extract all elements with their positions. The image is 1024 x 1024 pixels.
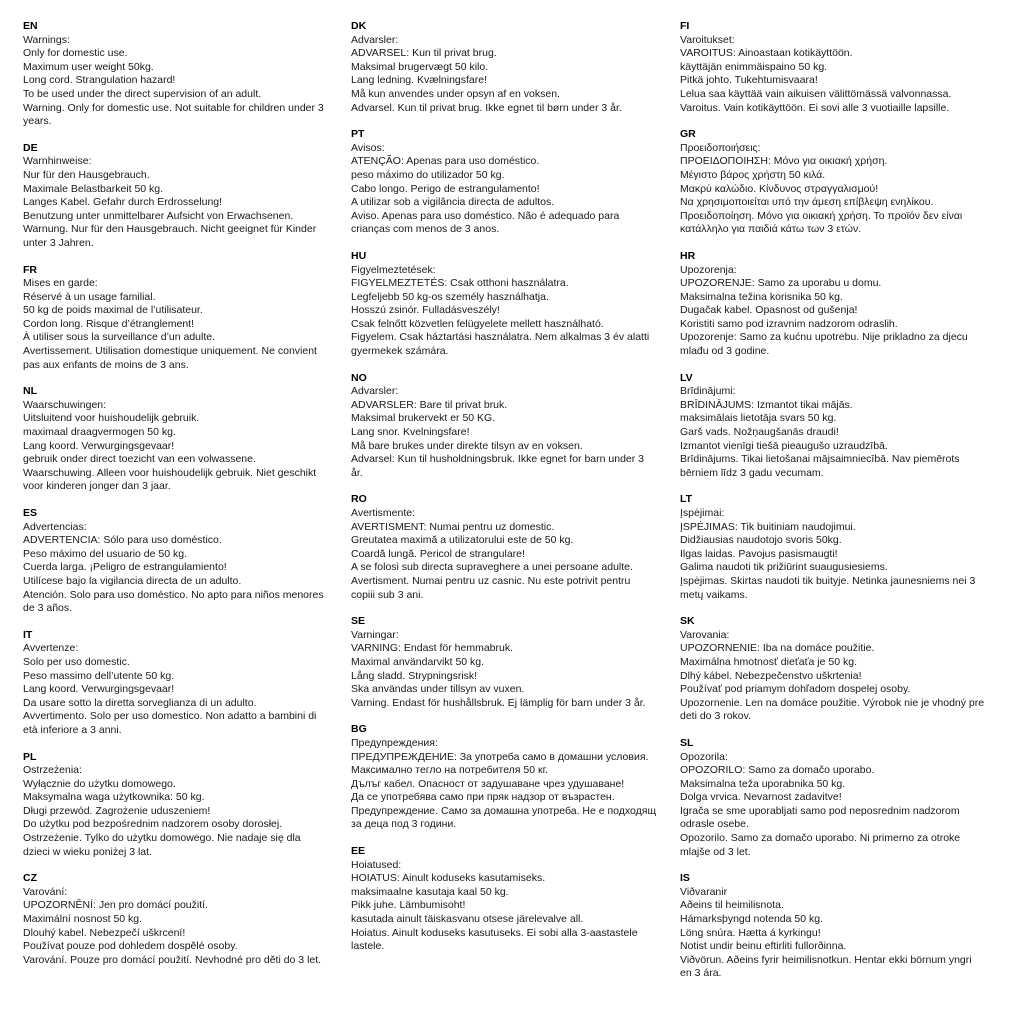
warning-line: Nur für den Hausgebrauch. <box>23 168 150 181</box>
warning-line: Długi przewód. Zagrożenie uduszeniem! <box>23 804 211 817</box>
warning-line: Csak felnőtt közvetlen felügyelete mellett használható. <box>351 317 604 330</box>
warning-line: Používať pod priamym dohľadom dospelej osoby. <box>680 683 911 696</box>
warning-line: Warning. Only for domestic use. Not suitable for children under 3 years. <box>23 101 324 128</box>
warning-line: Максимално тегло на потребителя 50 кг. <box>351 764 549 777</box>
section-title: Warnings: <box>23 33 70 46</box>
warning-line: Upozorenje: Samo za kućnu upotrebu. Nije prikladno za djecu mlađu od 3 godine. <box>680 331 968 358</box>
warning-line: Μέγιστο βάρος χρήστη 50 κιλά. <box>680 168 826 181</box>
section-title: Hoiatused: <box>351 858 402 871</box>
warning-line: OPOZORILO: Samo za domačo uporabo. <box>680 764 875 777</box>
warning-line: Maximal användarvikt 50 kg. <box>351 655 485 668</box>
warning-line: HOIATUS: Ainult koduseks kasutamiseks. <box>351 872 546 885</box>
warning-line: Benutzung unter unmittelbarer Aufsicht von Erwachsenen. <box>23 209 294 222</box>
warning-line: Avvertimento. Solo per uso domestico. Non adatto a bambini di età inferiore a 3 anni. <box>23 710 317 736</box>
warning-line: Maximální nosnost 50 kg. <box>23 913 143 926</box>
warning-line: Да се употребява само при пряк надзор от възрастен. <box>351 791 615 804</box>
warning-line: Pitkä johto. Tukehtumisvaara! <box>680 74 818 87</box>
warning-line: Maksymalna waga użytkownika: 50 kg. <box>23 791 205 804</box>
warning-line: Предупреждение. Само за домашна употреба. Не е подходящ за деца под 3 години. <box>351 804 657 831</box>
warning-line: Viðvörun. Aðeins fyrir heimilisnotkun. Hentar ekki börnum yngri en 3 ára. <box>680 953 972 980</box>
warning-section-fr <box>23 264 329 373</box>
warning-line: kasutada ainult täiskasvanu otsese järelevalve all. <box>351 913 584 926</box>
warning-section-de <box>23 142 329 251</box>
language-code: SE <box>351 615 366 628</box>
warning-line: Dolga vrvica. Nevarnost zadavitve! <box>680 791 842 804</box>
warning-line: Ska användas under tillsyn av vuxen. <box>351 683 525 696</box>
warning-line: Προειδοποίηση. Μόνο για οικιακή χρήση. Το προϊόν δεν είναι κατάλληλο για παιδιά κάτω των 3 ετών. <box>680 209 963 236</box>
warning-line: Waarschuwing. Alleen voor huishoudelijk gebruik. Niet geschikt voor kinderen jonger dan 3 jaar. <box>23 466 317 493</box>
warning-section-nl <box>23 385 329 494</box>
warning-line: Lång sladd. Strypningsrisk! <box>351 669 478 682</box>
warning-line: Advarsel. Kun til privat brug. Ikke egnet til børn under 3 år. <box>351 101 622 114</box>
language-code: FI <box>680 20 690 32</box>
section-title: Ostrzeżenia: <box>23 764 82 777</box>
warning-line: ПРЕДУПРЕЖДЕНИЕ: За употреба само в домашни условия. <box>351 750 649 763</box>
warning-section-gr <box>680 128 986 237</box>
warning-line: Didžiausias naudotojo svoris 50kg. <box>680 534 842 547</box>
section-title: Mises en garde: <box>23 277 98 290</box>
section-title: Advarsler: <box>351 385 399 398</box>
warning-section-en <box>23 20 329 129</box>
warning-line: BRĪDINĀJUMS: Izmantot tikai mājās. <box>680 398 853 411</box>
language-code: EN <box>23 20 38 32</box>
warning-line: Maximale Belastbarkeit 50 kg. <box>23 182 164 195</box>
warning-line: Igrača se sme uporabljati samo pod neposrednim nadzorom odrasle osebe. <box>680 804 960 831</box>
warning-line: Legfeljebb 50 kg-os személy használhatja. <box>351 290 549 303</box>
warning-line: Réservé à un usage familial. <box>23 290 156 303</box>
section-title: Avertismente: <box>351 507 415 519</box>
warning-line: Må bare brukes under direkte tilsyn av en voksen. <box>351 439 583 452</box>
warning-line: Μακρύ καλώδιο. Κίνδυνος στραγγαλισμού! <box>680 182 879 195</box>
section-title: Προειδοποιήσεις: <box>680 141 761 154</box>
section-title: Figyelmeztetések: <box>351 263 436 276</box>
warning-line: Notist undir beinu eftirliti fullorðinna. <box>680 940 847 953</box>
warning-line: Lang snor. Kvelningsfare! <box>351 426 470 439</box>
warning-line: Dugačak kabel. Opasnost od gušenja! <box>680 304 858 317</box>
warning-line: Advarsel: Kun til husholdningsbruk. Ikke egnet for barn under 3 år. <box>351 453 645 479</box>
warning-line: A se folosi sub directa supraveghere a unei persoane adulte. <box>351 561 633 574</box>
section-title: Varování: <box>23 885 68 898</box>
section-title: Įspėjimai: <box>680 507 725 519</box>
warning-line: Ilgas laidas. Pavojus pasismaugti! <box>680 547 838 560</box>
warning-line: Maksimalna teža uporabnika 50 kg. <box>680 777 846 790</box>
column-2 <box>351 20 657 967</box>
warning-line: Long cord. Strangulation hazard! <box>23 74 176 87</box>
warning-line: Cabo longo. Perigo de estrangulamento! <box>351 182 540 195</box>
warning-line: Dlhý kábel. Nebezpečenstvo uškrtenia! <box>680 669 862 682</box>
warning-section-bg <box>351 723 657 832</box>
warning-section-sk <box>680 615 986 724</box>
section-title: Advertencias: <box>23 520 87 533</box>
warning-line: Brīdinājums. Tikai lietošanai mājsaimniecībā. Nav piemērots bērniem līdz 3 gadu vecumam. <box>680 453 960 479</box>
warning-section-fi <box>680 20 986 115</box>
language-code: FR <box>23 263 37 276</box>
warning-line: peso máximo do utilizador 50 kg. <box>351 168 505 181</box>
language-code: DE <box>23 141 38 154</box>
language-code: EE <box>351 845 366 858</box>
warning-line: Utilícese bajo la vigilancia directa de un adulto. <box>23 574 242 587</box>
warning-section-hu <box>351 250 657 359</box>
warning-line: Må kun anvendes under opsyn af en voksen. <box>351 87 560 100</box>
warning-line: Įspėjimas. Skirtas naudoti tik buityje. Netinka jaunesniems nei 3 metų vaikams. <box>680 574 976 601</box>
section-title: Avvertenze: <box>23 642 79 655</box>
warning-line: Löng snúra. Hætta á kyrkingu! <box>680 926 821 939</box>
warning-line: maximaal draagvermogen 50 kg. <box>23 426 176 439</box>
warning-line: À utiliser sous la surveillance d’un adulte. <box>23 331 216 344</box>
warning-section-cz <box>23 872 329 967</box>
warning-line: FIGYELMEZTETÉS: Csak otthoni használatra. <box>351 277 569 290</box>
warning-section-sl <box>680 737 986 859</box>
warning-line: UPOZORNĚNÍ: Jen pro domácí použití. <box>23 899 208 912</box>
section-title: Viðvaranir <box>680 885 728 898</box>
language-code: BG <box>351 723 367 736</box>
warning-line: Izmantot vienīgi tiešā pieaugušo uzraudzībā. <box>680 439 888 452</box>
language-code: LV <box>680 371 693 384</box>
warning-line: Avertissement. Utilisation domestique uniquement. Ne convient pas aux enfants de moins de 3 ans. <box>23 345 317 371</box>
warning-line: Uitsluitend voor huishoudelijk gebruik. <box>23 412 200 425</box>
language-code: RO <box>351 493 367 506</box>
section-title: Waarschuwingen: <box>23 398 107 411</box>
section-title: Varningar: <box>351 628 399 641</box>
warning-line: Garš vads. Nožņaugšanās draudi! <box>680 426 839 439</box>
section-title: Предупреждения: <box>351 736 438 749</box>
warning-section-no <box>351 372 657 481</box>
warning-line: Atención. Solo para uso doméstico. No apto para niños menores de 3 años. <box>23 588 324 615</box>
language-code: PT <box>351 128 365 141</box>
language-code: NL <box>23 385 37 398</box>
warning-line: Langes Kabel. Gefahr durch Erdrosselung! <box>23 196 223 209</box>
language-code: IS <box>680 872 690 885</box>
language-code: CZ <box>23 872 37 885</box>
warning-line: Greutatea maximă a utilizatorului este de 50 kg. <box>351 534 574 547</box>
warning-line: Дълъг кабел. Опасност от задушаване чрез удушаване! <box>351 777 625 790</box>
warning-line: Varoitus. Vain kotikäyttöön. Ei sovi alle 3 vuotiaille lapsille. <box>680 101 950 114</box>
warning-line: AVERTISMENT: Numai pentru uz domestic. <box>351 520 555 533</box>
warning-line: Varování. Pouze pro domácí použití. Nevhodné pro děti do 3 let. <box>23 953 322 966</box>
section-title: Advarsler: <box>351 33 399 46</box>
warning-section-pl <box>23 751 329 860</box>
warning-line: Maksimalna težina korisnika 50 kg. <box>680 290 843 303</box>
warning-line: Avertisment. Numai pentru uz casnic. Nu este potrivit pentru copiii sub 3 ani. <box>351 574 631 601</box>
warning-line: ΠΡΟΕΙΔΟΠΟΙΗΣΗ: Μόνο για οικιακή χρήση. <box>680 155 888 168</box>
warning-section-ro <box>351 493 657 602</box>
warning-line: maksimālais lietotāja svars 50 kg. <box>680 412 837 425</box>
warning-line: käyttäjän enimmäispaino 50 kg. <box>680 60 828 73</box>
language-code: LT <box>680 493 693 506</box>
warning-section-is <box>680 872 986 981</box>
section-title: Brīdinājumi: <box>680 385 736 398</box>
warning-line: ADVARSLER: Bare til privat bruk. <box>351 398 508 411</box>
warning-line: ATENÇÃO: Apenas para uso doméstico. <box>351 155 540 168</box>
warning-line: Warnung. Nur für den Hausgebrauch. Nicht geeignet für Kinder unter 3 Jahren. <box>23 223 317 249</box>
warning-line: Coardă lungă. Pericol de strangulare! <box>351 547 525 560</box>
warning-section-pt <box>351 128 657 237</box>
language-code: ES <box>23 507 38 519</box>
section-title: Opozorila: <box>680 750 728 763</box>
warning-line: Upozornenie. Len na domáce použitie. Výrobok nie je vhodný pre deti do 3 rokov. <box>680 696 985 723</box>
warning-section-hr <box>680 250 986 359</box>
warning-line: Galima naudoti tik prižiūrint suaugusiesiems. <box>680 561 888 574</box>
warning-line: Lelua saa käyttää vain aikuisen välittömässä valvonnassa. <box>680 87 952 100</box>
language-code: PL <box>23 750 37 763</box>
language-code: NO <box>351 371 367 384</box>
section-title: Varovania: <box>680 628 730 641</box>
warning-section-se <box>351 615 657 710</box>
warning-line: Aðeins til heimilisnota. <box>680 899 784 912</box>
warning-line: Cuerda larga. ¡Peligro de estrangulamiento! <box>23 561 227 574</box>
warning-line: Wyłącznie do użytku domowego. <box>23 777 176 790</box>
warning-section-it <box>23 629 329 738</box>
warning-line: VAROITUS: Ainoastaan kotikäyttöön. <box>680 47 853 60</box>
warning-line: Hoiatus. Ainult koduseks kasutuseks. Ei sobi alla 3-aastastele lastele. <box>351 926 638 953</box>
column-3 <box>680 20 986 994</box>
warning-line: A utilizar sob a vigilância directa de adultos. <box>351 196 555 209</box>
warning-line: Lang koord. Verwurgingsgevaar! <box>23 439 175 452</box>
language-code: GR <box>680 128 696 141</box>
warning-line: Maksimal brukervekt er 50 KG. <box>351 412 496 425</box>
warning-section-es <box>23 507 329 616</box>
language-code: IT <box>23 628 33 641</box>
warning-line: Only for domestic use. <box>23 47 128 60</box>
section-title: Varoitukset: <box>680 33 735 46</box>
warning-line: Maksimal brugervægt 50 kilo. <box>351 60 489 73</box>
warning-line: gebruik onder direct toezicht van een volwassene. <box>23 453 256 466</box>
warning-line: VARNING: Endast för hemmabruk. <box>351 642 514 655</box>
column-1 <box>23 20 329 980</box>
warning-line: Ostrzeżenie. Tylko do użytku domowego. Nie nadaje się dla dzieci w wieku poniżej 3 lat. <box>23 832 301 858</box>
language-code: HR <box>680 249 696 262</box>
warning-line: Koristiti samo pod izravnim nadzorom odraslih. <box>680 317 898 330</box>
section-title: Upozorenja: <box>680 263 737 276</box>
warning-line: Aviso. Apenas para uso doméstico. Não é adequado para crianças com menos de 3 anos. <box>351 209 620 236</box>
language-code: HU <box>351 249 367 262</box>
warning-line: Να χρησιμοποιείται υπό την άμεση επίβλεψη ενηλίκου. <box>680 196 934 209</box>
warning-line: Dlouhý kabel. Nebezpečí uškrcení! <box>23 926 186 939</box>
warning-line: UPOZORNENIE: Iba na domáce použitie. <box>680 642 875 655</box>
warning-line: Lang ledning. Kvælningsfare! <box>351 74 488 87</box>
warning-line: Hosszú zsinór. Fulladásveszély! <box>351 304 500 317</box>
warning-section-lv <box>680 372 986 481</box>
warning-line: Hámarksþyngd notenda 50 kg. <box>680 913 824 926</box>
warning-line: ĮSPĖJIMAS: Tik buitiniam naudojimui. <box>680 520 856 533</box>
warning-line: ADVARSEL: Kun til privat brug. <box>351 47 497 60</box>
warning-line: ADVERTENCIA: Sólo para uso doméstico. <box>23 534 222 547</box>
warning-line: Peso máximo del usuario de 50 kg. <box>23 547 188 560</box>
warning-line: Da usare sotto la diretta sorveglianza di un adulto. <box>23 696 257 709</box>
warning-line: Solo per uso domestic. <box>23 655 130 668</box>
warning-line: Opozorilo. Samo za domačo uporabo. Ni primerno za otroke mlajše od 3 let. <box>680 832 961 858</box>
language-code: DK <box>351 20 367 32</box>
warning-line: maksimaalne kasutaja kaal 50 kg. <box>351 885 509 898</box>
warning-section-lt <box>680 493 986 602</box>
warning-section-ee <box>351 845 657 954</box>
warning-line: Maximum user weight 50kg. <box>23 60 154 73</box>
warning-line: 50 kg de poids maximal de l’utilisateur. <box>23 304 203 317</box>
warning-line: Do użytku pod bezpośrednim nadzorem osoby dorosłej. <box>23 818 283 831</box>
warning-line: Používat pouze pod dohledem dospělé osoby. <box>23 940 238 953</box>
warning-line: Figyelem. Csak háztartási használatra. Nem alkalmas 3 év alatti gyermekek számára. <box>351 331 650 358</box>
section-title: Avisos: <box>351 141 385 154</box>
warning-line: To be used under the direct supervision of an adult. <box>23 87 262 100</box>
warning-line: Cordon long. Risque d’étranglement! <box>23 317 195 330</box>
warning-line: Pikk juhe. Lämbumisoht! <box>351 899 466 912</box>
language-code: SK <box>680 615 695 628</box>
warning-line: Peso massimo dell’utente 50 kg. <box>23 669 175 682</box>
warning-line: Lang koord. Verwurgingsgevaar! <box>23 683 175 696</box>
warning-section-dk <box>351 20 657 115</box>
warning-line: Maximálna hmotnosť dieťaťa je 50 kg. <box>680 655 857 668</box>
language-code: SL <box>680 736 694 749</box>
warning-line: UPOZORENJE: Samo za uporabu u domu. <box>680 277 882 290</box>
section-title: Warnhinweise: <box>23 155 92 168</box>
warning-line: Varning. Endast för hushållsbruk. Ej lämplig för barn under 3 år. <box>351 696 646 709</box>
